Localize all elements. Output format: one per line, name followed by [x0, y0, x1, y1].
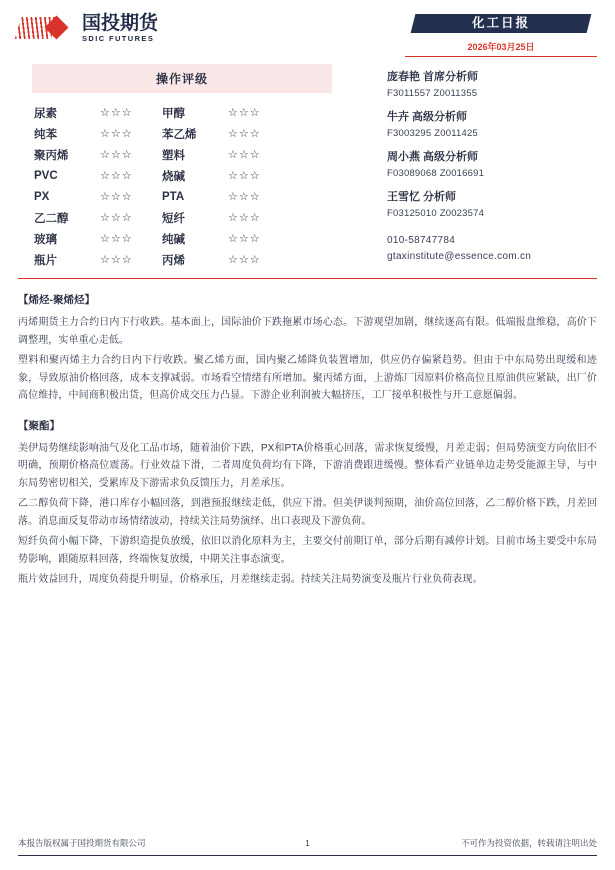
sdic-logo-icon: [18, 15, 80, 41]
section-olefins: [18, 292, 597, 405]
footer-divider: [18, 855, 597, 856]
rating-stars: ☆☆☆: [100, 170, 133, 182]
ratings-grid: [34, 102, 358, 270]
ratings-table-title: 操作评级: [32, 64, 332, 93]
commodity-name: 瓶片: [34, 254, 57, 267]
rating-stars: ☆☆☆: [100, 212, 133, 224]
commodity-name: 纯碱: [162, 233, 185, 246]
footer-copyright: 本报告版权属于国投期货有限公司: [18, 838, 146, 848]
table-row: [34, 186, 358, 207]
commodity-name: 丙烯: [162, 254, 185, 267]
section-heading: 【烯烃-聚烯烃】: [18, 294, 95, 307]
report-date: 2026年03月25日: [405, 40, 597, 57]
top-content-area: [18, 64, 597, 270]
section-polyester: [18, 418, 597, 589]
table-row: [34, 123, 358, 144]
report-title-banner: [411, 14, 592, 33]
commodity-name: PX: [34, 190, 50, 203]
commodity-name: 乙二醇: [34, 212, 69, 225]
table-row: [34, 102, 358, 123]
rating-stars: ☆☆☆: [228, 254, 261, 266]
commodity-name: 尿素: [34, 107, 57, 120]
analyst-license-id: F03125010 Z0023574: [387, 208, 485, 219]
analyst-license-id: F3011557 Z0011355: [387, 88, 478, 99]
contact-block: [387, 235, 597, 262]
logo-english-name: SDIC FUTURES: [82, 34, 155, 43]
rating-stars: ☆☆☆: [100, 191, 133, 203]
footer-disclaimer: 不可作为投资依据，转载请注明出处: [460, 838, 597, 848]
ratings-table: [18, 64, 358, 270]
contact-email[interactable]: gtaxinstitute@essence.com.cn: [387, 251, 532, 262]
rating-stars: ☆☆☆: [100, 254, 133, 266]
table-row: [34, 228, 358, 249]
commodity-name: 玻璃: [34, 233, 57, 246]
logo-chinese-name: 国投期货: [82, 12, 159, 34]
analyst-license-id: F3003295 Z0011425: [387, 128, 478, 139]
contact-phone: 010-58747784: [387, 235, 456, 246]
report-body: [18, 292, 597, 589]
commodity-name: 甲醇: [162, 107, 185, 120]
rating-stars: ☆☆☆: [100, 233, 133, 245]
table-row: [34, 144, 358, 165]
rating-stars: ☆☆☆: [100, 128, 133, 140]
page-number: 1: [305, 838, 310, 848]
commodity-name: PVC: [34, 169, 58, 182]
page-header: [18, 0, 597, 58]
rating-stars: ☆☆☆: [228, 107, 261, 119]
analyst-name: 王雪忆 分析师: [387, 191, 457, 203]
report-title-text: 化工日报: [471, 16, 530, 30]
analyst-license-id: F03089068 Z0016691: [387, 168, 485, 179]
rating-stars: ☆☆☆: [228, 233, 261, 245]
commodity-name: 苯乙烯: [162, 128, 197, 141]
paragraph: 塑料和聚丙烯主力合约日内下行收跌。聚乙烯方面，国内聚乙烯降负装置增加，供应仍存偏紧趋势。但由于中东局势出现缓和迹象，导致原油价格回落，成本支撑减弱。市场看空情绪有所增加。聚丙烯方面，上游炼厂因原料价格高位且原油供应紧缺，出厂价高位维持，中间商积极出货，但高价成交压力凸显。下游企业利润被大幅挤压，工厂接单积极性与开工意愿偏弱。: [18, 355, 597, 402]
report-title-block: [405, 14, 597, 57]
analyst-name: 周小燕 高级分析师: [387, 151, 479, 163]
analyst-name: 牛卉 高级分析师: [387, 111, 468, 123]
paragraph: 美伊局势继续影响油气及化工品市场，随着油价下跌，PX和PTA价格重心回落，需求恢复缓慢，月差走弱；但局势演变方向依旧不明确，预期价格高位震荡。行业效益下滑，二者周度负荷均有下降，下游消费跟进缓慢。整体看产业链单边走势受能源主导，与中东局势密切相关，受累库及下游需求负反馈压力，月差承压。: [18, 442, 597, 489]
paragraph: 短纤负荷小幅下降，下游织造提负放缓，依旧以消化原料为主，主要交付前期订单，部分后期有减停计划。目前市场主要受中东局势影响，跟随原料回落，终端恢复放缓，中期关注事态演变。: [18, 536, 597, 565]
logo-wordmark: [82, 14, 158, 43]
section-heading: 【聚酯】: [18, 419, 60, 432]
paragraph: 乙二醇负荷下降，港口库存小幅回落，到港预报继续走低，供应下滑。但美伊谈判预期，油价高位回落，乙二醇价格下跌，月差回落。消息面反复带动市场情绪波动，持续关注局势演绎、出口表现及下游负荷。: [18, 498, 597, 527]
commodity-name: 纯苯: [34, 128, 57, 141]
page-footer: [18, 837, 597, 856]
rating-stars: ☆☆☆: [228, 212, 261, 224]
commodity-name: PTA: [162, 190, 185, 203]
commodity-name: 塑料: [162, 149, 185, 162]
analyst-list: [387, 64, 597, 270]
commodity-name: 聚丙烯: [34, 149, 69, 162]
rating-stars: ☆☆☆: [100, 149, 133, 161]
rating-stars: ☆☆☆: [100, 107, 133, 119]
commodity-name: 烧碱: [162, 170, 185, 183]
company-logo: [18, 14, 318, 43]
rating-stars: ☆☆☆: [228, 149, 261, 161]
table-row: [34, 207, 358, 228]
paragraph: 瓶片效益回升，周度负荷提升明显，价格承压，月差继续走弱。持续关注局势演变及瓶片行业负荷表现。: [18, 574, 483, 586]
header-divider: [18, 278, 597, 279]
paragraph: 丙烯期货主力合约日内下行收跌。基本面上，国际油价下跌拖累市场心态。下游观望加剧，继续逐高有限。低端报盘维稳，高价下调整理，实单重心走低。: [18, 317, 597, 346]
rating-stars: ☆☆☆: [228, 128, 261, 140]
analyst-name: 庞春艳 首席分析师: [387, 71, 479, 83]
table-row: [34, 249, 358, 270]
commodity-name: 短纤: [162, 212, 185, 225]
rating-stars: ☆☆☆: [228, 170, 261, 182]
rating-stars: ☆☆☆: [228, 191, 261, 203]
footer-row: [18, 837, 597, 849]
table-row: [34, 165, 358, 186]
